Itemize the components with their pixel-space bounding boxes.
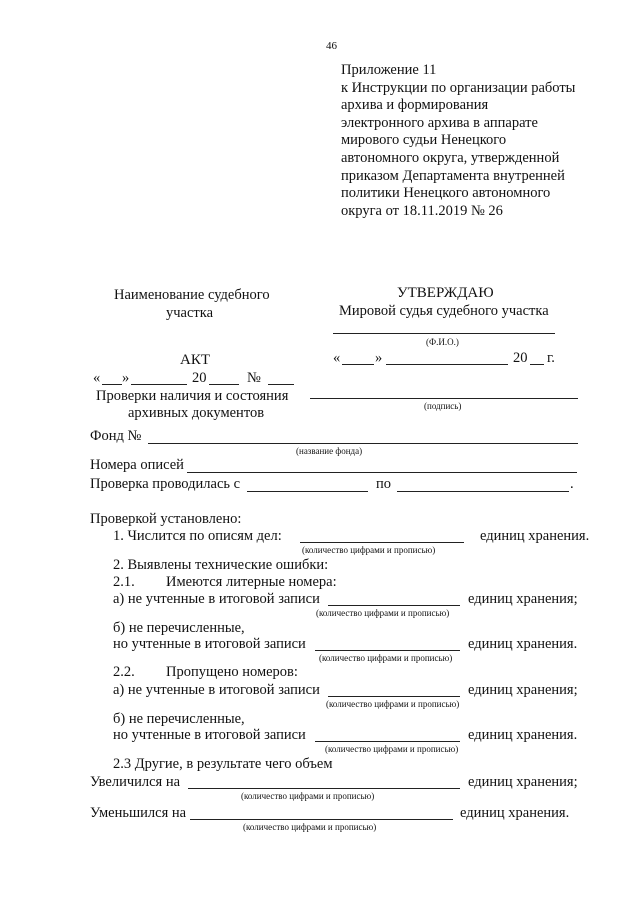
s22a-unit: единиц хранения; — [468, 682, 578, 698]
act-subject-line: архивных документов — [128, 405, 265, 421]
findings-heading: Проверкой установлено: — [90, 511, 242, 527]
signature-line[interactable] — [310, 398, 578, 399]
s22a-caption: (количество цифрами и прописью) — [326, 699, 460, 709]
s22a-line[interactable] — [328, 696, 460, 697]
s22b-line1: б) не перечисленные, — [113, 711, 245, 727]
s22b-line[interactable] — [315, 741, 460, 742]
act-year: 20 — [192, 370, 207, 386]
act-year-line[interactable] — [209, 384, 239, 385]
increased-label: Увеличился на — [90, 774, 181, 790]
act-number-line[interactable] — [268, 384, 294, 385]
court-name-line: участка — [166, 305, 214, 321]
s21b-label: но учтенные в итоговой записи — [113, 636, 306, 652]
listed-line[interactable] — [300, 542, 464, 543]
s21b-caption: (количество цифрами и прописью) — [319, 653, 453, 663]
s21b-line1: б) не перечисленные, — [113, 620, 245, 636]
decreased-line[interactable] — [190, 819, 453, 820]
s22b-caption: (количество цифрами и прописью) — [325, 744, 459, 754]
s21b-unit: единиц хранения. — [468, 636, 578, 652]
approve-year: 20 — [513, 350, 528, 366]
increased-line[interactable] — [188, 788, 460, 789]
period-end: . — [570, 476, 574, 492]
appendix-line: автономного округа, утвержденной — [341, 149, 560, 166]
approve-month-line[interactable] — [386, 364, 508, 365]
appendix-line: политики Ненецкого автономного — [341, 185, 551, 202]
listed-unit: единиц хранения. — [480, 528, 590, 544]
act-title: АКТ — [180, 352, 210, 368]
act-month-line[interactable] — [131, 384, 187, 385]
period-from-line[interactable] — [247, 491, 368, 492]
approve-position: Мировой судья судебного участка — [339, 303, 549, 319]
fund-label: Фонд № — [90, 428, 142, 444]
fund-caption: (название фонда) — [296, 446, 363, 456]
page-number: 46 — [326, 40, 337, 52]
approve-date-open: « — [333, 350, 341, 366]
s21b-line[interactable] — [315, 650, 460, 651]
approve-year-line[interactable] — [530, 364, 544, 365]
approve-title: УТВЕРЖДАЮ — [397, 285, 494, 301]
appendix-line: архива и формирования — [341, 97, 489, 114]
s22a-label: а) не учтенные в итоговой записи — [113, 682, 320, 698]
s22-text: Пропущено номеров: — [166, 664, 298, 680]
s21a-unit: единиц хранения; — [468, 591, 578, 607]
s21-number: 2.1. — [113, 574, 135, 590]
appendix-block — [341, 62, 575, 220]
approve-date-close: » — [375, 350, 383, 366]
s21a-line[interactable] — [328, 605, 460, 606]
listed-caption: (количество цифрами и прописью) — [302, 545, 436, 555]
appendix-line: электронного архива в аппарате — [341, 114, 538, 131]
s21a-label: а) не учтенные в итоговой записи — [113, 591, 320, 607]
errors-heading: 2. Выявлены технические ошибки: — [113, 557, 329, 573]
decreased-label: Уменьшился на — [90, 805, 187, 821]
appendix-line: мирового судьи Ненецкого — [341, 132, 507, 149]
act-number-sign: № — [247, 370, 261, 386]
appendix-line: округа от 18.11.2019 № 26 — [341, 202, 503, 219]
act-day-line[interactable] — [102, 384, 122, 385]
s22b-label: но учтенные в итоговой записи — [113, 727, 306, 743]
inventories-line[interactable] — [187, 472, 577, 473]
fio-line[interactable] — [333, 333, 555, 334]
appendix-line: к Инструкции по организации работы — [341, 79, 576, 96]
fund-line[interactable] — [148, 443, 578, 444]
s22-number: 2.2. — [113, 664, 135, 680]
s22b-unit: единиц хранения. — [468, 727, 578, 743]
act-date-open: « — [93, 370, 101, 386]
act-date-close: » — [122, 370, 130, 386]
act-subject-line: Проверки наличия и состояния — [96, 388, 289, 404]
appendix-line: Приложение 11 — [341, 62, 437, 78]
s23-text: 2.3 Другие, в результате чего объем — [113, 756, 333, 772]
decreased-unit: единиц хранения. — [460, 805, 570, 821]
inventories-label: Номера описей — [90, 457, 184, 473]
period-to-label: по — [376, 476, 392, 492]
s21-text: Имеются литерные номера: — [166, 574, 337, 590]
court-name-line: Наименование судебного — [114, 287, 270, 303]
period-to-line[interactable] — [397, 491, 569, 492]
decreased-caption: (количество цифрами и прописью) — [243, 822, 377, 832]
listed-label: 1. Числится по описям дел: — [113, 528, 282, 544]
increased-unit: единиц хранения; — [468, 774, 578, 790]
approve-day-line[interactable] — [342, 364, 374, 365]
approve-year-suffix: г. — [547, 350, 555, 366]
signature-caption: (подпись) — [424, 401, 462, 411]
s21a-caption: (количество цифрами и прописью) — [316, 608, 450, 618]
period-label: Проверка проводилась с — [90, 476, 241, 492]
fio-caption: (Ф.И.О.) — [426, 337, 459, 347]
increased-caption: (количество цифрами и прописью) — [241, 791, 375, 801]
appendix-line: приказом Департамента внутренней — [341, 167, 565, 184]
